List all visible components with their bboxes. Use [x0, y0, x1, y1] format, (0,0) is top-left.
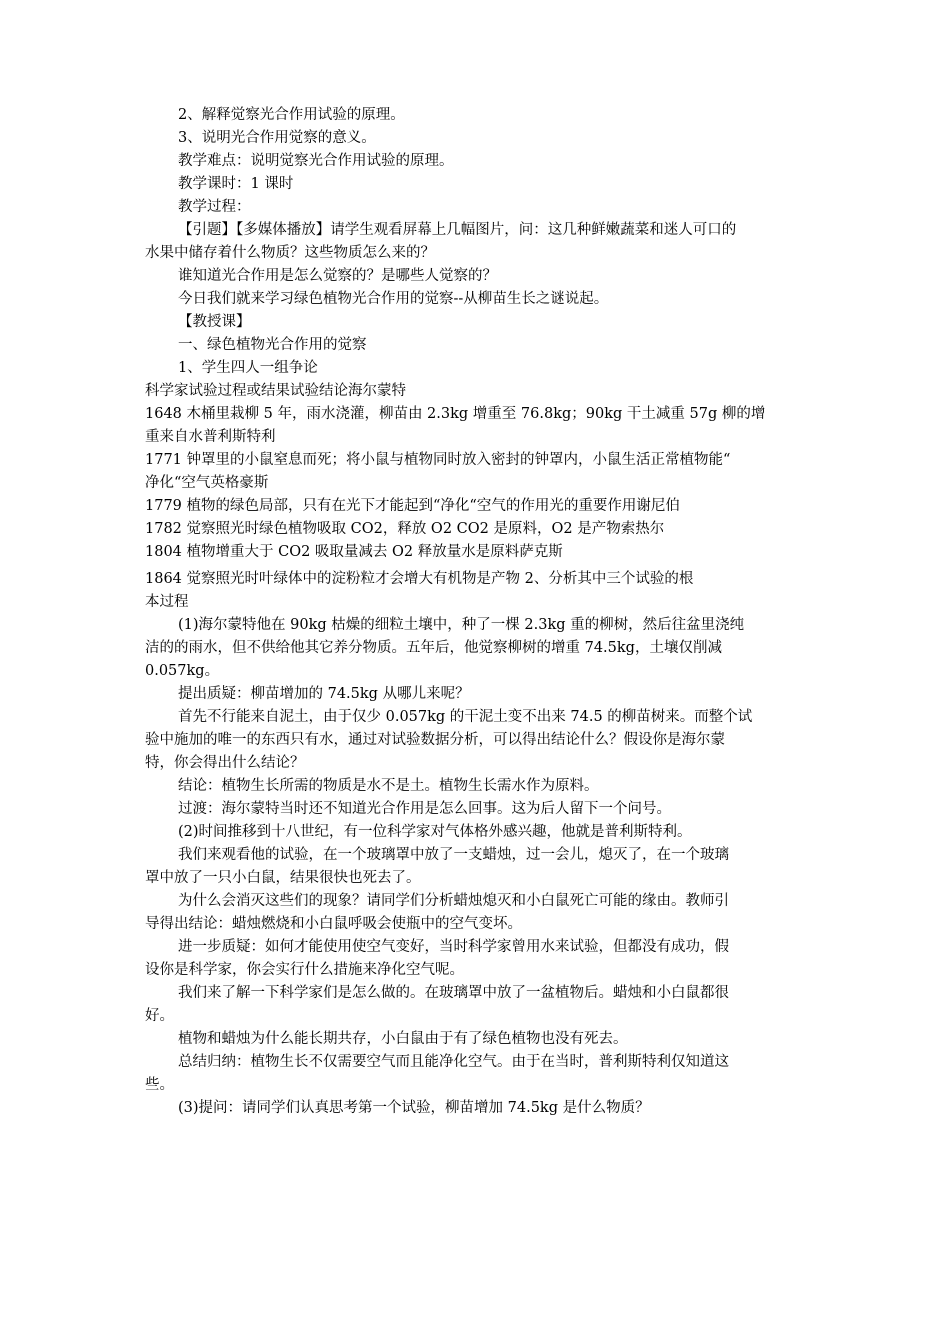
text-line: (3)提问：请同学们认真思考第一个试验，柳苗增加 74.5kg 是什么物质？	[178, 1100, 650, 1116]
text-line: 些。	[145, 1077, 174, 1093]
text-line: 总结归纳：植物生长不仅需要空气而且能净化空气。由于在当时，普利斯特利仅知道这	[178, 1054, 729, 1070]
text-line: 1864 觉察照光时叶绿体中的淀粉粒才会增大有机物是产物 2、分析其中三个试验的根	[145, 571, 694, 587]
text-line: 1648 木桶里栽柳 5 年，雨水浇灌，柳苗由 2.3kg 增重至 76.8kg；90kg 干土减重 57g 柳的增	[145, 406, 766, 422]
text-line: 水果中储存着什么物质？这些物质怎么来的？	[145, 245, 435, 261]
text-line: 今日我们就来学习绿色植物光合作用的觉察--从柳苗生长之谜说起。	[178, 291, 609, 307]
text-line: (2)时间推移到十八世纪，有一位科学家对气体格外感兴趣，他就是普利斯特利。	[178, 824, 692, 840]
text-line: 特，你会得出什么结论？	[145, 755, 305, 771]
text-line: 1、学生四人一组争论	[178, 360, 318, 376]
text-line: 设你是科学家，你会实行什么措施来净化空气呢。	[145, 962, 464, 978]
text-line: 我们来了解一下科学家们是怎么做的。在玻璃罩中放了一盆植物后。蜡烛和小白鼠都很	[178, 985, 729, 1001]
text-line: 我们来观看他的试验，在一个玻璃罩中放了一支蜡烛，过一会儿，熄灭了，在一个玻璃	[178, 847, 729, 863]
text-line: 1771 钟罩里的小鼠窒息而死；将小鼠与植物同时放入密封的钟罩内，小鼠生活正常植物能“	[145, 452, 731, 468]
text-line: 教学过程：	[178, 199, 251, 215]
text-line: 【教授课】	[178, 314, 251, 330]
text-line: 谁知道光合作用是怎么觉察的？是哪些人觉察的？	[178, 268, 497, 284]
text-line: 罩中放了一只小白鼠，结果很快也死去了。	[145, 870, 421, 886]
text-line: 教学课时：1 课时	[178, 176, 294, 192]
text-line: 结论：植物生长所需的物质是水不是土。植物生长需水作为原料。	[178, 778, 599, 794]
text-line: 【引题】【多媒体播放】请学生观看屏幕上几幅图片，问：这几种鲜嫩蔬菜和迷人可口的	[178, 222, 737, 238]
text-line: 重来自水普利斯特利	[145, 429, 276, 445]
text-line: 提出质疑：柳苗增加的 74.5kg 从哪儿来呢？	[178, 686, 470, 702]
text-line: 2、解释觉察光合作用试验的原理。	[178, 107, 405, 123]
text-line: 为什么会消灭这些们的现象？请同学们分析蜡烛熄灭和小白鼠死亡可能的缘由。教师引	[178, 893, 729, 909]
text-line: 首先不行能来自泥土，由于仅少 0.057kg 的干泥土变不出来 74.5 的柳苗树来。而整个试	[178, 709, 753, 725]
text-line: 0.057kg。	[145, 663, 220, 679]
text-line: (1)海尔蒙特他在 90kg 枯燥的细粒土壤中，种了一棵 2.3kg 重的柳树，然后往盆里浇纯	[178, 617, 745, 633]
text-line: 好。	[145, 1008, 174, 1024]
text-line: 科学家试验过程或结果试验结论海尔蒙特	[145, 383, 406, 399]
text-line: 教学难点：说明觉察光合作用试验的原理。	[178, 153, 454, 169]
text-line: 过渡：海尔蒙特当时还不知道光合作用是怎么回事。这为后人留下一个问号。	[178, 801, 671, 817]
text-line: 1782 觉察照光时绿色植物吸取 CO2，释放 O2 CO2 是原料，O2 是产物索热尔	[145, 521, 665, 537]
text-line: 植物和蜡烛为什么能长期共存，小白鼠由于有了绿色植物也没有死去。	[178, 1031, 628, 1047]
text-line: 本过程	[145, 594, 189, 610]
text-line: 1779 植物的绿色局部，只有在光下才能起到“净化“空气的作用光的重要作用谢尼伯	[145, 498, 680, 514]
text-line: 3、说明光合作用觉察的意义。	[178, 130, 376, 146]
text-line: 一、绿色植物光合作用的觉察	[178, 337, 367, 353]
text-line: 洁的的雨水，但不供给他其它养分物质。五年后，他觉察柳树的增重 74.5kg，土壤仅削减	[145, 640, 722, 656]
text-line: 验中施加的唯一的东西只有水，通过对试验数据分析，可以得出结论什么？假设你是海尔蒙	[145, 732, 725, 748]
text-line: 进一步质疑：如何才能使用使空气变好，当时科学家曾用水来试验，但都没有成功，假	[178, 939, 729, 955]
text-line: 净化“空气英格豪斯	[145, 475, 269, 491]
text-line: 1804 植物增重大于 CO2 吸取量减去 O2 释放量水是原料萨克斯	[145, 544, 563, 560]
text-line: 导得出结论：蜡烛燃烧和小白鼠呼吸会使瓶中的空气变坏。	[145, 916, 522, 932]
